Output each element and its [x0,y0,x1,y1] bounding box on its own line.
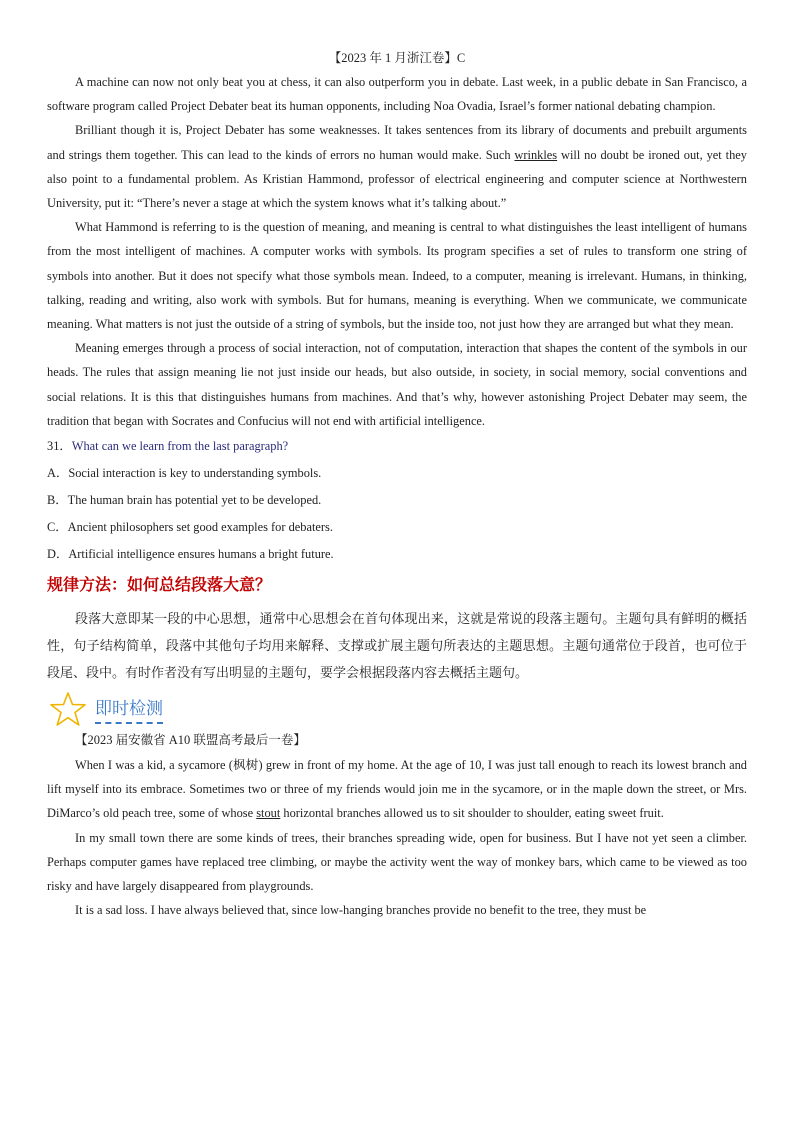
passage-paragraph-1: A machine can now not only beat you at chess, it can also outperform you in debate. Last week, in a public debate in San Francisco, a software program called Project Debater beat its human opponents, including Noa Ovadia, Israel’s former national debating champion. [47,75,747,114]
option-b[interactable]: B．The human brain has potential yet to be developed. [47,493,322,508]
paragraph-text: will no doubt be ironed out, yet they also point to a fundamental problem. As Kristian Hammond, professor of electrical engineering and computer science at Northwestern University, put it: “There’s never a stage at which the system knows what it’s talking about.” [47,147,747,211]
option-d[interactable]: D．Artificial intelligence ensures humans a bright future. [47,547,334,562]
section-title: 即时检测 [95,694,163,724]
question-31 [47,433,747,460]
paragraph-text: horizontal branches allowed us to sit shoulder to shoulder, eating sweet fruit. [280,806,664,821]
question-number: 31． [47,439,72,454]
method-title: 规律方法：如何总结段落大意？ [47,575,272,595]
question-text: What can we learn from the last paragraph? [71,439,289,454]
document-page [47,46,747,922]
underlined-word: wrinkles [514,147,558,162]
passage-paragraph-1 [47,753,747,826]
underlined-word: stout [256,806,281,821]
passage-paragraph-2: In my small town there are some kinds of trees, their branches spreading wide, open for business. But I have not yet seen a climber. Perhaps computer games have replaced tree climbing, or maybe the activity went the way of monkey bars, which came to be viewed as too risky and have largely disappeared from playgrounds. [47,830,747,894]
passage-paragraph-4: Meaning emerges through a process of social interaction, not of computation, interaction that shapes the content of the symbols in our heads. The rules that assign meaning lie not just inside our heads, but also outside, in society, in social memory, social conventions and social relations. It is this that distinguishes humans from machines. And that’s why, however astonishing Project Debater may seem, the tradition that began with Socrates and Confucius will not end with artificial intelligence. [47,341,747,428]
option-c[interactable]: C．Ancient philosophers set good examples for debaters. [47,520,333,535]
passage-source-label: 【2023 年 1 月浙江卷】C [328,51,466,65]
passage-paragraph-3: What Hammond is referring to is the question of meaning, and meaning is central to what distinguishes the least intelligent of humans from the most intelligent of machines. A computer works with symbols. Its program specifies a set of rules to transform one string of symbols into another. But it does not specify what those symbols mean. Indeed, to a computer, meaning is irrelevant. Humans, in thinking, talking, reading and writing, also work with symbols. But for humans, meaning is everything. When we communicate, we communicate meaning. What matters is not just the outside of a string of symbols, but the inside too, not just how they are arranged but what they mean. [47,220,747,332]
method-paragraph: 段落大意即某一段的中心思想，通常中心思想会在首句体现出来，这就是常说的段落主题句。主题句具有鲜明的概括性，句子结构简单，段落中其他句子均用来解释、支撑或扩展主题句所表达的主题思想。主题句通常位于段首，也可位于段尾、段中。有时作者没有写出明显的主题句，要学会根据段落内容去概括主题句。 [47,612,747,682]
option-a[interactable]: A．Social interaction is key to understanding symbols. [47,466,322,481]
section-header [47,691,747,727]
passage-paragraph-2 [47,118,747,215]
star-icon [49,691,87,727]
passage-paragraph-3: It is a sad loss. I have always believed that, since low-hanging branches provide no benefit to the tree, they must be [75,903,647,918]
passage-source-label: 【2023 届安徽省 A10 联盟高考最后一卷】 [75,733,306,748]
paragraph-text: When I was a kid, a sycamore (枫树) grew in front of my home. At the age of 10, I was just tall enough to reach its lowest branch and lift myself into its embrace. Sometimes two or three of my friends would join me in the sycamore, or in the maple down the street, or Mrs. DiMarco’s old peach tree, some of whose [47,758,747,821]
paragraph-text: Brilliant though it is, Project Debater has some weaknesses. It takes sentences from its library of documents and prebuilt arguments and strings them together. This can lead to the kinds of errors no human would make. Such [47,123,747,162]
